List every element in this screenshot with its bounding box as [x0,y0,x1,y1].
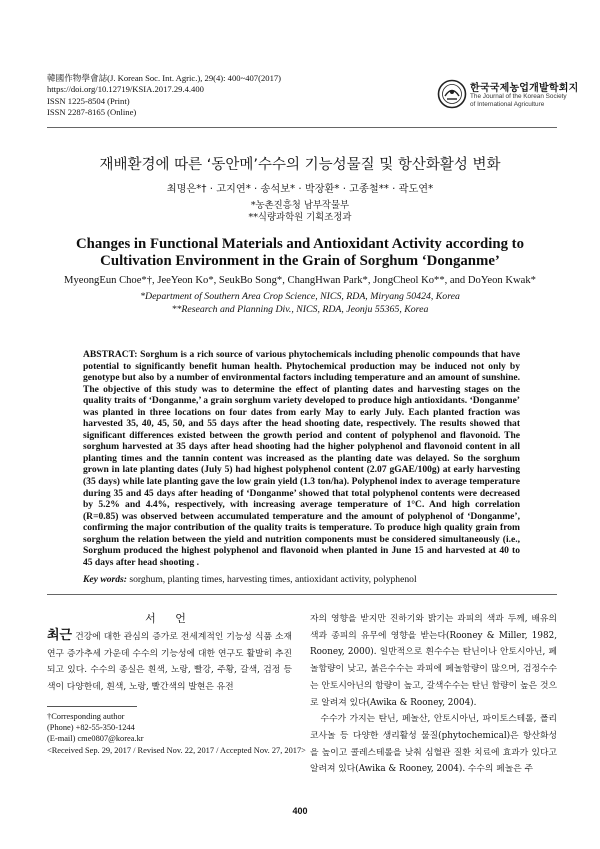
intro-column-2 [310,611,557,778]
korean-title: 재배환경에 따른 ‘동안메’수수의 기능성물질 및 항산화활성 변화 [99,157,501,173]
english-affiliation-1: *Department of Southern Area Crop Science, NICS, RDA, Miryang 50424, Korea [140,291,460,302]
journal-citation: 韓國作物學會誌(J. Korean Soc. Int. Agric.), 29(4): 400~407(2017) [47,73,282,83]
intro-col2-paragraph-2: 수수가 가지는 탄닌, 페놀산, 안토시아닌, 파이토스테롤, 폴리코사놀 등 다양한 생리활성 물질(phytochemical)은 항산화성을 높이고 콜레스테롤을 낮춰 심혈관 질환 치료에 효과가 있다고 알려져 있다(Awika & Rooney, 2004). 수수의 페놀은 주 [310,714,557,775]
english-title-line2: Cultivation Environment in the Grain of Sorghum ‘Donganme’ [100,253,500,269]
received-dates: <Received Sep. 29, 2017 / Revised Nov. 22, 2017 / Accepted Nov. 27, 2017> [47,745,306,755]
intro-col1-text: 건강에 대한 관심의 증가로 전세계적인 기능성 식품 소재 연구 증가추세 가운데 수수의 기능성에 대한 연구도 활발히 추진되고 있다. 수수의 종실은 흰색, 노랑, 빨강, 주황, 갈색, 검정 등 색이 다양한데, 흰색, 노랑, 빨간색의 발현은 유전 [47,632,293,693]
english-affiliations [20,291,580,316]
english-title-line1: Changes in Functional Materials and Antioxidant Activity according to [75,236,525,252]
society-name-ko: 한국국제농업개발학회지 [470,83,579,94]
korean-affiliation-1: *농촌진흥청 남부작물부 [250,200,350,211]
society-name-en-line2: of International Agriculture [470,101,545,108]
intro-column-1 [47,628,292,696]
intro-lead-word: 최근 [47,628,73,643]
author-email[interactable]: (E-mail) cme0807@korea.kr [47,734,144,744]
intro-col2-paragraph-1: 자의 영향을 받지만 진하기와 밝기는 과피의 색과 두께, 배유의 색과 종피의 유무에 영향을 받는다(Rooney & Miller, 1982, Rooney, 2000). 일반적으로 흰수수는 탄닌이나 안토시아닌, 페놀함량이 낮고, 붉은수수는 과피에 페놀함량이 많으며, 검정수수는 안토시아닌의 함량이 높고, 갈색수수는 탄닌 함량이 높은 것으로 알려져 있다(Awika & Rooney, 2004). [310,614,557,708]
page-number: 400 [292,806,308,816]
footnote [47,711,307,756]
footnote-divider [47,706,137,707]
society-name-en-line1: The Journal of the Korean Society [470,93,567,100]
society-logo [437,77,579,117]
korean-authors: 최명은*† · 고지연* · 송석보* · 박장환* · 고종철** · 곽도연* [166,184,434,195]
english-title [40,236,560,270]
journal-header [47,73,281,118]
abstract-text: Sorghum is a rich source of various phytochemicals including phenolic compounds that have potential to significantly benefit human health. Phytochemical production may be induced not only by genotype but also by a number of environmental factors including temperature and an amount of sunshine. The objective of this study was to determine the effect of planting dates and harvesting stages on the quality traits of ‘Donganme,’ a grain sorghum variety developed to produce high antioxidants. ‘Donganme’ was planted in three locations on four dates from early May to early July. Each planted fraction was harvested 35, 40, 45, 50, and 55 days after the head shooting date, respectively. The results showed that significant differences existed between the growth period and content of polyphenol and flavonoid. The sorghum harvested at 35 days after head shooting had the higher polyphenol and flavonoid content in all planting times and the tannin content was increased as the planting date was delayed. So the sorghum grown in late planting dates (July 5) had highest polyphenol content (2.07 gGAE/100g) at early harvesting (35 days) while late planting gave the low grain yield (1.3 ton/ha). Polyphenol index to average temperature during 35 and 45 days after heading of ‘Donganme’ showed that total polyphenol contents were decreased by 5.2% and 4.4%, respectively, with increasing average temperature of 1°C. And high correlation (R=0.85) was observed between accumulated temperature and the amount of polyphenol of ‘Donganme’, confirming the major contribution of the quality traits is temperature. To produce high quality grain from sorghum the relation between the yield and nutrition components must be considered simultaneously (i.e., Sorghum produced the highest polyphenol and flavonoid when planted in June 15 and harvested at 40 to 45 days after head shooting . [83,349,520,568]
korean-affiliations [0,200,600,223]
keywords-label: Key words: [83,574,127,585]
issn-print: ISSN 1225-8504 (Print) [47,95,130,106]
keywords [83,574,520,585]
english-authors: MyeongEun Choe*†, JeeYeon Ko*, SeukBo Song*, ChangHwan Park*, JongCheol Ko**, and DoYeon Kwak* [64,275,536,286]
keywords-text: sorghum, planting times, harvesting times, antioxidant activity, polyphenol [129,574,417,585]
korean-affiliation-2: **식량과학원 기획조정과 [248,211,352,223]
society-name-en [470,93,567,109]
society-seal-icon [437,79,467,109]
header-divider [47,127,557,128]
issn-online: ISSN 2287-8165 (Online) [47,106,137,117]
english-affiliation-2: **Research and Planning Div., NICS, RDA, Jeonju 55365, Korea [171,303,429,315]
abstract [83,349,520,568]
abstract-label: ABSTRACT: [83,349,138,360]
author-phone: (Phone) +82-55-350-1244 [47,723,135,733]
section-heading-intro: 서 언 [145,612,194,625]
abstract-divider [47,594,557,595]
corresponding-author: †Corresponding author [47,712,125,721]
doi-link[interactable]: https://doi.org/10.12719/KSIA.2017.29.4.400 [47,84,204,95]
